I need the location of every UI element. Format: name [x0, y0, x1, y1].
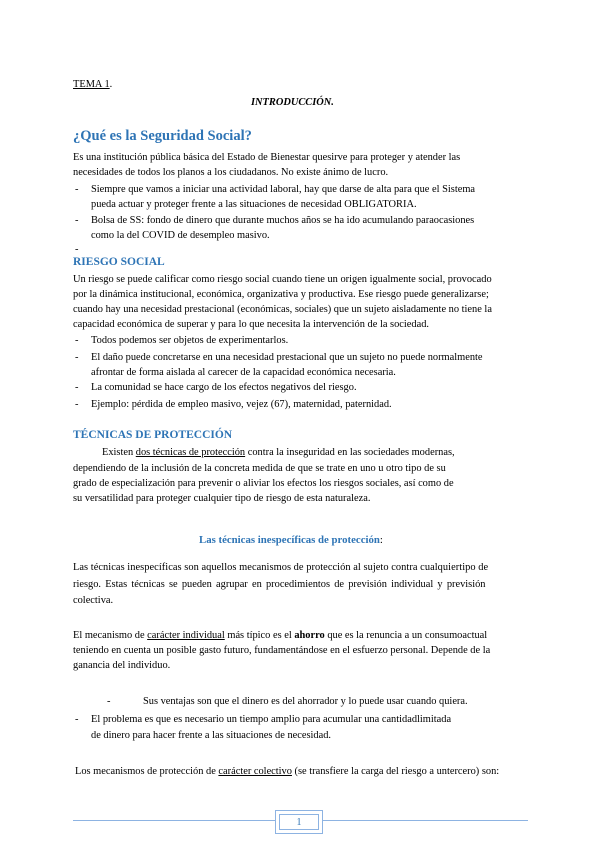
inespecificas-heading-text: Las técnicas inespecíficas de protección: [199, 534, 380, 546]
inespecificas-line-2: riesgo. Estas técnicas se pueden agrupar en procedimientos de previsión individual y previsión: [73, 579, 486, 590]
bullet-dash: -: [75, 215, 79, 226]
tecnicas-text-post: contra la inseguridad en las sociedades modernas,: [245, 447, 455, 458]
page-number: 1: [279, 814, 319, 830]
riesgo-bullet-2-line-1: El daño puede concretarse en una necesidad prestacional que un sujeto no puede normalmente: [91, 352, 483, 363]
bullet-dash: -: [75, 399, 79, 410]
bullet-2-line-1: Bolsa de SS: fondo de dinero que durante muchos años se ha ido acumulando paraocasiones: [91, 215, 475, 226]
individual-text-a: El mecanismo de: [73, 630, 148, 641]
riesgo-para-line-1: Un riesgo se puede calificar como riesgo social cuando tiene un origen igualmente social, provocado: [73, 274, 492, 285]
section-heading-riesgo-social: RIESGO SOCIAL: [73, 256, 165, 268]
riesgo-bullet-3: La comunidad se hace cargo de los efectos negativos del riesgo.: [91, 382, 357, 393]
section-heading-tecnicas: TÉCNICAS DE PROTECCIÓN: [73, 429, 233, 441]
tecnicas-line-3: grado de especialización para prevenir o aliviar los efectos los riesgos sociales, así como de: [73, 478, 454, 489]
bullet-dash: -: [75, 335, 79, 346]
empty-bullet-dash: -: [75, 244, 79, 255]
bullet-1-line-2: pueda actuar y proteger frente a las situaciones de necesidad OBLIGATORIA.: [91, 199, 417, 210]
bullet-dash: -: [107, 696, 111, 707]
dos-tecnicas-link: dos técnicas de protección: [135, 447, 246, 458]
intro-line-2: necesidades de todos los planos a los ciudadanos. No existe ánimo de lucro.: [73, 167, 389, 178]
riesgo-bullet-1: Todos podemos ser objetos de experimentarlos.: [91, 335, 289, 346]
bullet-dash: -: [75, 352, 79, 363]
inespecificas-line-3: colectiva.: [73, 595, 114, 606]
bullet-2-line-2: como la del COVID de desempleo masivo.: [91, 230, 270, 241]
tema-text: TEMA 1: [73, 79, 110, 90]
tema-label: [73, 77, 112, 92]
bullet-dash: -: [75, 382, 79, 393]
tema-dot: .: [109, 79, 113, 90]
individual-text-c: que es la renuncia a un consumoactual: [324, 630, 488, 641]
section-heading-inespecificas: [199, 534, 383, 546]
ventajas-bullet: Sus ventajas son que el dinero es del ahorrador y lo puede usar cuando quiera.: [143, 696, 468, 707]
colectivo-line: [75, 764, 499, 779]
riesgo-bullet-2-line-2: afrontar de forma aislada al carecer de la capacidad económica necesaria.: [91, 367, 396, 378]
colectivo-text-a: Los mecanismos de protección de: [75, 766, 219, 777]
individual-line-3: ganancia del individuo.: [73, 660, 171, 671]
problema-bullet-line-2: de dinero para hacer frente a las situaciones de necesidad.: [91, 730, 332, 741]
caracter-colectivo-link: carácter colectivo: [218, 766, 292, 777]
page-title: INTRODUCCIÓN.: [251, 97, 334, 108]
inespecificas-line-1: Las técnicas inespecíficas son aquellos mecanismos de protección al sujeto contra cualquiertipo de: [73, 562, 489, 573]
riesgo-para-line-2: por la dinámica institucional, económica, organizativa y productiva. Ese riesgo puede generalizarse;: [73, 289, 489, 300]
riesgo-bullet-4: Ejemplo: pérdida de empleo masivo, vejez (67), maternidad, paternidad.: [91, 399, 392, 410]
riesgo-para-line-4: capacidad económica de superar y para lo que necesita la intervención de la sociedad.: [73, 319, 429, 330]
bullet-dash: -: [75, 184, 79, 195]
intro-line-1: Es una institución pública básica del Estado de Bienestar quesirve para proteger y atender las: [73, 152, 461, 163]
colectivo-text-b: (se transfiere la carga del riesgo a untercero) son:: [291, 766, 500, 777]
inespecificas-heading-colon: :: [379, 534, 383, 546]
individual-line-2: teniendo en cuenta un posible gasto futuro, fundamentándose en el esfuerzo personal. Depende de la: [73, 645, 491, 656]
bullet-1-line-1: Siempre que vamos a iniciar una actividad laboral, hay que darse de alta para que el Sistema: [91, 184, 476, 195]
problema-bullet-line-1: El problema es que es necesario un tiempo amplio para acumular una cantidadlimitada: [91, 714, 452, 725]
tecnicas-line-4: su versatilidad para proteger cualquier tipo de riesgo de esta naturaleza.: [73, 493, 371, 504]
tecnicas-line-1: [102, 445, 455, 460]
caracter-individual-link: carácter individual: [147, 630, 225, 641]
tecnicas-line-2: dependiendo de la inclusión de la concreta medida de que se trate en uno u otro tipo de su: [73, 463, 446, 474]
individual-line-1: [73, 628, 487, 643]
riesgo-para-line-3: cuando hay una necesidad prestacional (económicas, sociales) que un sujeto aisladamente no tiene la: [73, 304, 492, 315]
tecnicas-text-pre: Existen: [102, 447, 136, 458]
section-heading-seguridad-social: ¿Qué es la Seguridad Social?: [73, 128, 252, 144]
ahorro-bold: ahorro: [294, 630, 325, 641]
bullet-dash: -: [75, 714, 79, 725]
individual-text-b: más típico es el: [224, 630, 295, 641]
page-number-box: [275, 810, 323, 834]
